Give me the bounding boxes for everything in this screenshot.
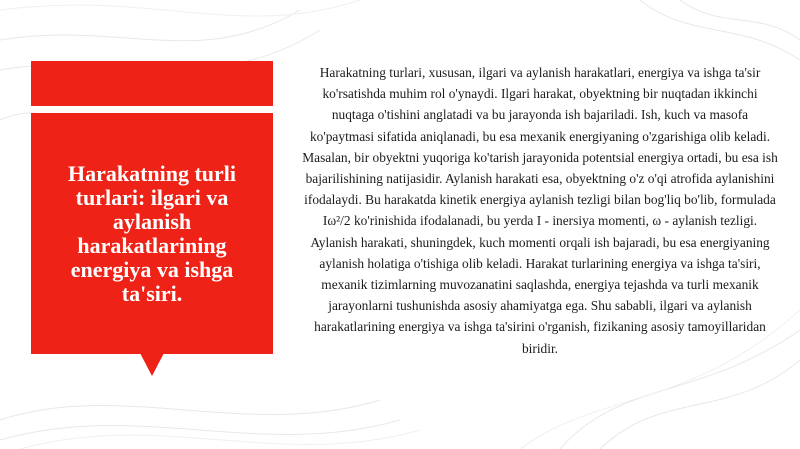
body-paragraph: Harakatning turlari, xususan, ilgari va aylanish harakatlari, energiya va ishga ta'sir ko'rsatishda muhim rol o'ynaydi. Ilgari harakat, obyektning bir nuqtadan ikkinchi nuqtaga o'tishini anglatadi va bu jarayonda ish bajariladi. Ish, kuch va masofa ko'paytmasi sifatida aniqlanadi, bu esa mexanik energiyaning o'zgarishiga olib keladi. Masalan, bir obyektni yuqoriga ko'tarish jarayonida potentsial energiya ortadi, bu esa ish bajarilishining natijasidir. Aylanish harakati esa, obyektning o'z o'qi atrofida aylanishini ifodalaydi. Bu harakatda kinetik energiya aylanish tezligi bilan bog'liq bo'lib, formulada Iω²/2 ko'rinishida ifodalanadi, bu yerda I - inersiya momenti, ω - aylanish tezligi. Aylanish harakati, shuningdek, kuch momenti orqali ish bajaradi, bu esa energiyaning aylanish holatiga o'tishiga olib keladi. Harakat turlarining energiya va ishga ta'siri, mexanik tizimlarning muvozanatini saqlashda, energiya tejashda va turli mexanik jarayonlarni tushunishda asosiy ahamiyatga ega. Shu sababli, ilgari va aylanish harakatlarining energiya va ishga ta'sirini o'rganish, fizikaning asosiy tamoyillaridan biridir. — [302, 65, 778, 356]
title-box-pointer — [140, 353, 164, 376]
slide-title: Harakatning turli turlari: ilgari va aylanish harakatlarining energiya va ishga ta'siri. — [67, 160, 237, 306]
title-accent-bar — [31, 61, 273, 106]
title-box — [31, 113, 273, 354]
